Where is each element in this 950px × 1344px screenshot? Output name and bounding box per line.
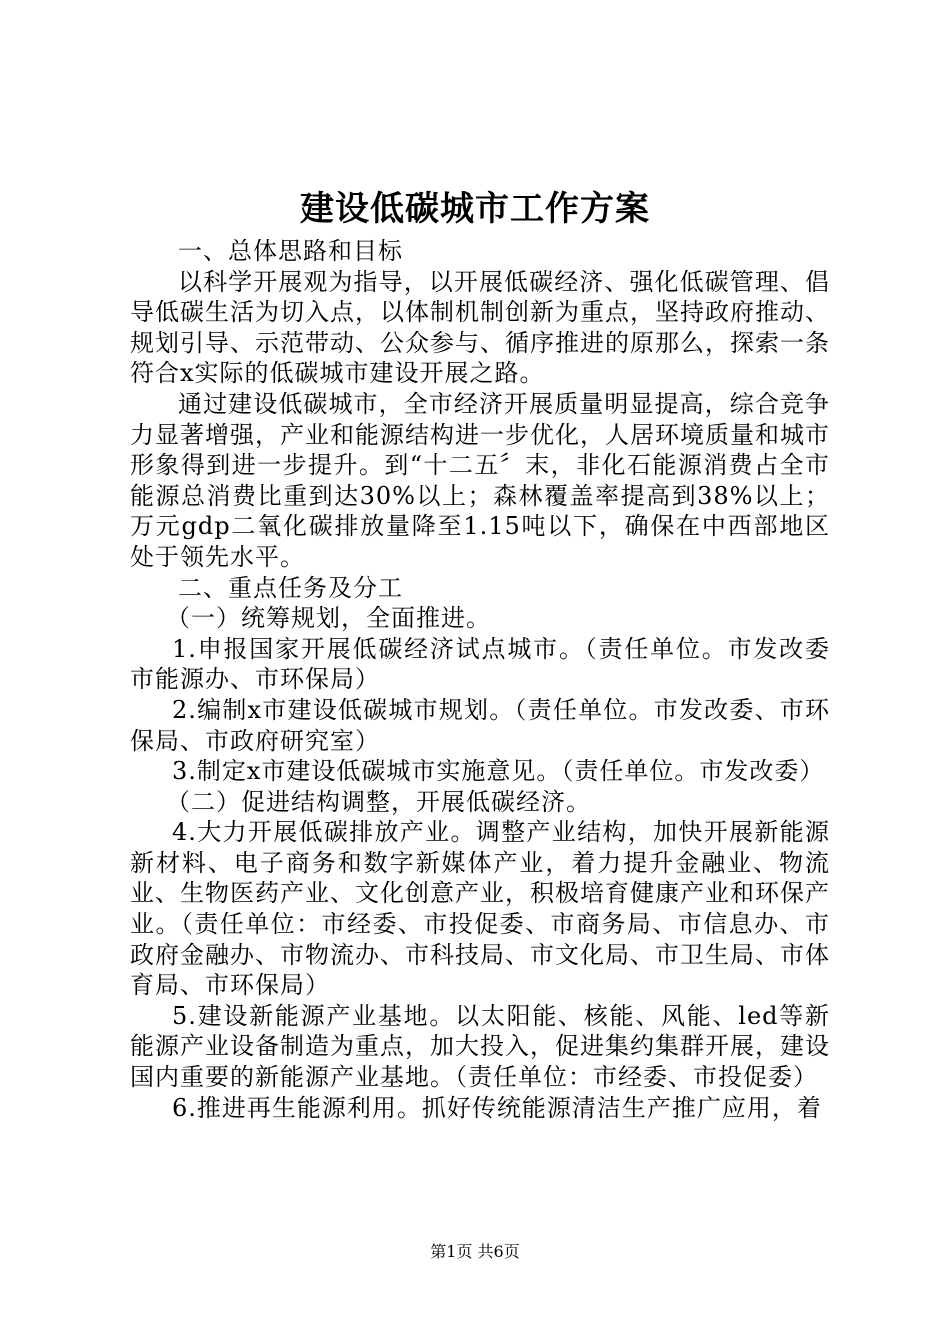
subsection-heading: （二）促进结构调整，开展低碳经济。 bbox=[166, 787, 591, 816]
section-heading: 一、总体思路和目标 bbox=[178, 237, 403, 265]
page-number-footer: 第1页 共6页 bbox=[430, 1242, 520, 1261]
task-item: 1.申报国家开展低碳经济试点城市。（责任单位。市发改委市能源办、市环保局） bbox=[130, 634, 830, 694]
task-item: 5.建设新能源产业基地。以太阳能、核能、风能、led等新能源产业设备制造为重点，加大投入，促进集约集群开展，建设国内重要的新能源产业基地。（责任单位：市经委、市投促委） bbox=[130, 1001, 830, 1092]
task-item: 6.推进再生能源利用。抓好传统能源清洁生产推广应用，着 bbox=[172, 1093, 822, 1122]
subsection-heading: （一）统筹规划，全面推进。 bbox=[166, 604, 491, 633]
body-paragraph: 以科学开展观为指导，以开展低碳经济、强化低碳管理、倡导低碳生活为切入点，以体制机制创新为重点，坚持政府推动、规划引导、示范带动、公众参与、循序推进的原那么，探索一条符合x实际的低碳城市建设开展之路。 bbox=[130, 267, 830, 388]
body-paragraph: 通过建设低碳城市，全市经济开展质量明显提高，综合竞争力显著增强，产业和能源结构进一步优化，人居环境质量和城市形象得到进一步提升。到“十二五〞末，非化石能源消费占全市能源总消费比重到达30%以上；森林覆盖率提高到38%以上；万元gdp二氧化碳排放量降至1.15吨以下，确保在中西部地区处于领先水平。 bbox=[130, 389, 830, 571]
section-heading: 二、重点任务及分工 bbox=[178, 573, 403, 602]
task-item: 3.制定x市建设低碳城市实施意见。（责任单位。市发改委） bbox=[172, 757, 825, 786]
task-item: 4.大力开展低碳排放产业。调整产业结构，加快开展新能源新材料、电子商务和数字新媒体产业，着力提升金融业、物流业、生物医药产业、文化创意产业，积极培育健康产业和环保产业。（责任单位：市经委、市投促委、市商务局、市信息办、市政府金融办、市物流办、市科技局、市文化局、市卫生局、市体育局、市环保局） bbox=[130, 818, 830, 1000]
document-body bbox=[130, 236, 830, 1123]
document-title: 建设低碳城市工作方案 bbox=[300, 189, 650, 229]
task-item: 2.编制x市建设低碳城市规划。（责任单位。市发改委、市环保局、市政府研究室） bbox=[130, 695, 830, 755]
